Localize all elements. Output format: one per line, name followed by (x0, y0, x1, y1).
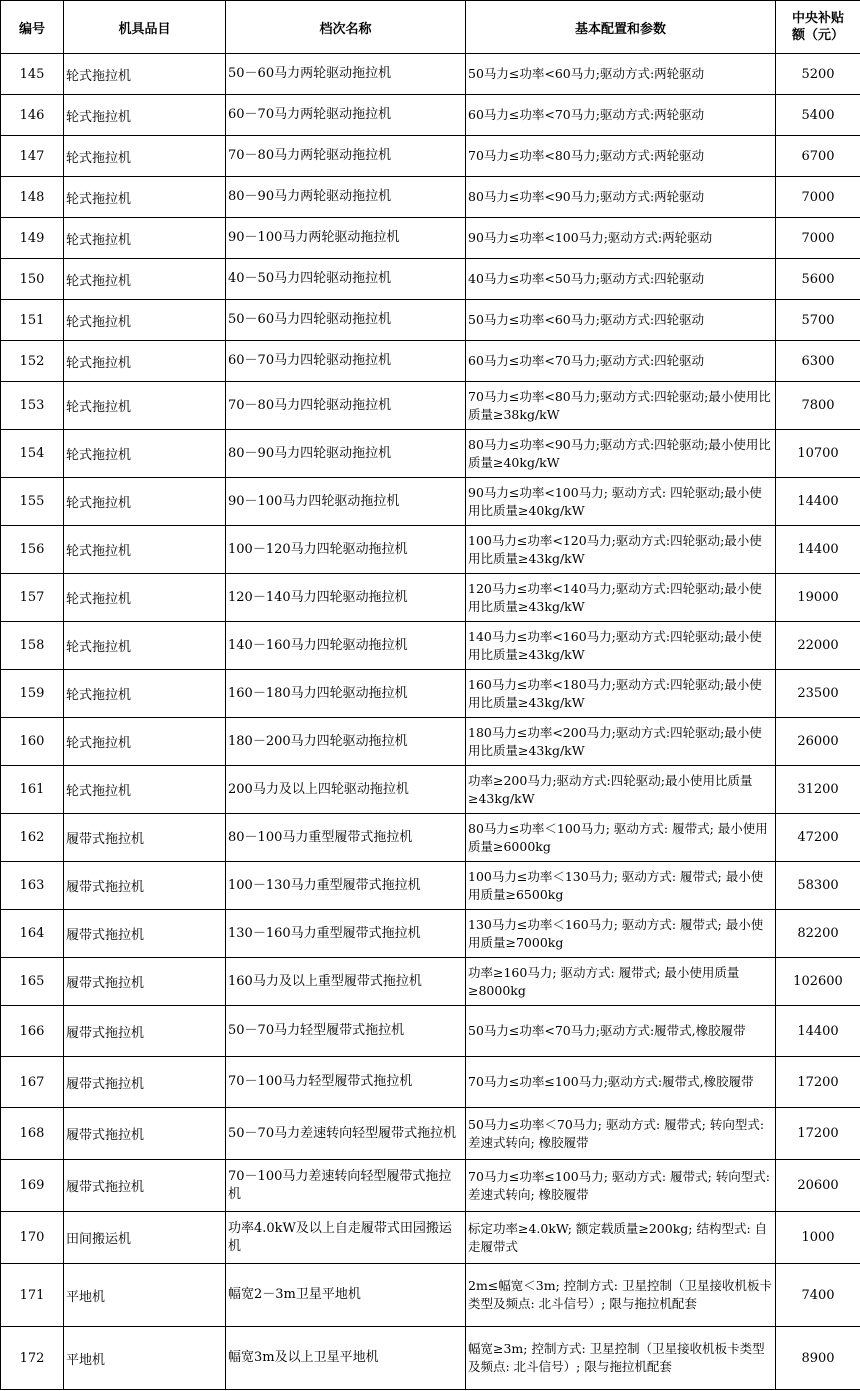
table-row (1, 218, 860, 259)
table-row (1, 54, 860, 95)
cell-grade: 幅宽3m及以上卫星平地机 (226, 1327, 466, 1390)
cell-amount: 7000 (776, 177, 860, 218)
cell-item: 履带式拖拉机 (64, 1108, 226, 1160)
cell-item: 履带式拖拉机 (64, 1057, 226, 1108)
cell-id: 161 (1, 766, 64, 814)
cell-item: 轮式拖拉机 (64, 670, 226, 718)
cell-item: 轮式拖拉机 (64, 95, 226, 136)
cell-id: 167 (1, 1057, 64, 1108)
cell-item: 平地机 (64, 1264, 226, 1327)
cell-amount: 7000 (776, 218, 860, 259)
table-row (1, 177, 860, 218)
cell-item: 轮式拖拉机 (64, 526, 226, 574)
cell-item: 田间搬运机 (64, 1212, 226, 1264)
cell-id: 159 (1, 670, 64, 718)
cell-grade: 140－160马力四轮驱动拖拉机 (226, 622, 466, 670)
cell-item: 轮式拖拉机 (64, 718, 226, 766)
cell-spec: 50马力≤功率＜70马力; 驱动方式: 履带式; 转向型式: 差速式转向; 橡胶履带 (466, 1108, 776, 1160)
header-row (1, 1, 860, 54)
cell-item: 履带式拖拉机 (64, 1006, 226, 1057)
cell-grade: 100－130马力重型履带式拖拉机 (226, 862, 466, 910)
table-row (1, 259, 860, 300)
cell-id: 165 (1, 958, 64, 1006)
table-row (1, 526, 860, 574)
cell-amount: 22000 (776, 622, 860, 670)
cell-id: 151 (1, 300, 64, 341)
cell-grade: 60－70马力四轮驱动拖拉机 (226, 341, 466, 382)
cell-item: 履带式拖拉机 (64, 910, 226, 958)
cell-grade: 120－140马力四轮驱动拖拉机 (226, 574, 466, 622)
cell-id: 170 (1, 1212, 64, 1264)
cell-id: 152 (1, 341, 64, 382)
cell-grade: 50－70马力轻型履带式拖拉机 (226, 1006, 466, 1057)
table-row (1, 1327, 860, 1390)
table-row (1, 341, 860, 382)
cell-spec: 标定功率≥4.0kW; 额定载质量≥200kg; 结构型式: 自走履带式 (466, 1212, 776, 1264)
cell-spec: 幅宽≥3m; 控制方式: 卫星控制（卫星接收机板卡类型及频点: 北斗信号）; 限与拖拉机配套 (466, 1327, 776, 1390)
cell-spec: 90马力≤功率<100马力;驱动方式:两轮驱动 (466, 218, 776, 259)
table-row (1, 478, 860, 526)
table-row (1, 814, 860, 862)
cell-id: 156 (1, 526, 64, 574)
cell-amount: 1000 (776, 1212, 860, 1264)
cell-spec: 50马力≤功率<60马力;驱动方式:四轮驱动 (466, 300, 776, 341)
cell-item: 履带式拖拉机 (64, 1160, 226, 1212)
cell-item: 平地机 (64, 1327, 226, 1390)
header-subsidy-line1: 中央补贴 (791, 11, 844, 26)
table-row (1, 1264, 860, 1327)
table-row (1, 1057, 860, 1108)
cell-id: 149 (1, 218, 64, 259)
cell-amount: 17200 (776, 1108, 860, 1160)
cell-amount: 5400 (776, 95, 860, 136)
cell-amount: 7800 (776, 382, 860, 430)
cell-amount: 14400 (776, 1006, 860, 1057)
cell-amount: 7400 (776, 1264, 860, 1327)
table-row (1, 1212, 860, 1264)
header-spec: 基本配置和参数 (466, 1, 776, 54)
cell-item: 轮式拖拉机 (64, 478, 226, 526)
cell-grade: 50－60马力四轮驱动拖拉机 (226, 300, 466, 341)
table-row (1, 430, 860, 478)
cell-id: 153 (1, 382, 64, 430)
cell-amount: 102600 (776, 958, 860, 1006)
cell-id: 158 (1, 622, 64, 670)
cell-amount: 6700 (776, 136, 860, 177)
table-row (1, 1108, 860, 1160)
table-row (1, 300, 860, 341)
cell-grade: 50－60马力两轮驱动拖拉机 (226, 54, 466, 95)
cell-item: 轮式拖拉机 (64, 300, 226, 341)
cell-grade: 80－100马力重型履带式拖拉机 (226, 814, 466, 862)
cell-spec: 80马力≤功率<90马力;驱动方式:两轮驱动 (466, 177, 776, 218)
table-row (1, 1006, 860, 1057)
cell-item: 轮式拖拉机 (64, 218, 226, 259)
cell-id: 163 (1, 862, 64, 910)
cell-item: 轮式拖拉机 (64, 54, 226, 95)
header-subsidy-line2: 额（元） (791, 28, 844, 43)
cell-grade: 130－160马力重型履带式拖拉机 (226, 910, 466, 958)
cell-grade: 90－100马力四轮驱动拖拉机 (226, 478, 466, 526)
cell-grade: 100－120马力四轮驱动拖拉机 (226, 526, 466, 574)
cell-grade: 80－90马力四轮驱动拖拉机 (226, 430, 466, 478)
cell-amount: 8900 (776, 1327, 860, 1390)
cell-grade: 70－100马力差速转向轻型履带式拖拉机 (226, 1160, 466, 1212)
cell-item: 轮式拖拉机 (64, 136, 226, 177)
cell-spec: 70马力≤功率<80马力;驱动方式:四轮驱动;最小使用比质量≥38kg/kW (466, 382, 776, 430)
cell-grade: 90－100马力两轮驱动拖拉机 (226, 218, 466, 259)
cell-id: 166 (1, 1006, 64, 1057)
cell-amount: 6300 (776, 341, 860, 382)
cell-amount: 20600 (776, 1160, 860, 1212)
table-row (1, 910, 860, 958)
cell-spec: 100马力≤功率＜130马力; 驱动方式: 履带式; 最小使用质量≥6500kg (466, 862, 776, 910)
cell-item: 履带式拖拉机 (64, 862, 226, 910)
cell-spec: 功率≥160马力; 驱动方式: 履带式; 最小使用质量≥8000kg (466, 958, 776, 1006)
cell-grade: 40－50马力四轮驱动拖拉机 (226, 259, 466, 300)
cell-id: 154 (1, 430, 64, 478)
cell-spec: 2m≤幅宽＜3m; 控制方式: 卫星控制（卫星接收机板卡类型及频点: 北斗信号）; 限与拖拉机配套 (466, 1264, 776, 1327)
cell-id: 172 (1, 1327, 64, 1390)
cell-spec: 130马力≤功率＜160马力; 驱动方式: 履带式; 最小使用质量≥7000kg (466, 910, 776, 958)
cell-item: 轮式拖拉机 (64, 766, 226, 814)
cell-grade: 60－70马力两轮驱动拖拉机 (226, 95, 466, 136)
cell-id: 148 (1, 177, 64, 218)
cell-id: 162 (1, 814, 64, 862)
table-row (1, 958, 860, 1006)
cell-amount: 31200 (776, 766, 860, 814)
table-row (1, 622, 860, 670)
table-row (1, 382, 860, 430)
cell-spec: 60马力≤功率<70马力;驱动方式:四轮驱动 (466, 341, 776, 382)
cell-spec: 120马力≤功率<140马力;驱动方式:四轮驱动;最小使用比质量≥43kg/kW (466, 574, 776, 622)
table-row (1, 95, 860, 136)
cell-spec: 功率≥200马力;驱动方式:四轮驱动;最小使用比质量≥43kg/kW (466, 766, 776, 814)
cell-spec: 160马力≤功率<180马力;驱动方式:四轮驱动;最小使用比质量≥43kg/kW (466, 670, 776, 718)
cell-spec: 70马力≤功率<80马力;驱动方式:两轮驱动 (466, 136, 776, 177)
cell-amount: 58300 (776, 862, 860, 910)
header-item: 机具品目 (64, 1, 226, 54)
cell-spec: 60马力≤功率<70马力;驱动方式:两轮驱动 (466, 95, 776, 136)
cell-grade: 幅宽2－3m卫星平地机 (226, 1264, 466, 1327)
cell-grade: 160－180马力四轮驱动拖拉机 (226, 670, 466, 718)
cell-amount: 10700 (776, 430, 860, 478)
cell-spec: 140马力≤功率<160马力;驱动方式:四轮驱动;最小使用比质量≥43kg/kW (466, 622, 776, 670)
cell-spec: 50马力≤功率<60马力;驱动方式:两轮驱动 (466, 54, 776, 95)
cell-item: 轮式拖拉机 (64, 259, 226, 300)
cell-spec: 40马力≤功率<50马力;驱动方式:四轮驱动 (466, 259, 776, 300)
cell-amount: 82200 (776, 910, 860, 958)
cell-item: 轮式拖拉机 (64, 430, 226, 478)
cell-amount: 14400 (776, 526, 860, 574)
cell-grade: 70－80马力四轮驱动拖拉机 (226, 382, 466, 430)
cell-grade: 70－100马力轻型履带式拖拉机 (226, 1057, 466, 1108)
cell-amount: 17200 (776, 1057, 860, 1108)
cell-id: 168 (1, 1108, 64, 1160)
cell-amount: 47200 (776, 814, 860, 862)
cell-id: 145 (1, 54, 64, 95)
cell-spec: 70马力≤功率≤100马力; 驱动方式: 履带式; 转向型式: 差速式转向; 橡胶履带 (466, 1160, 776, 1212)
cell-id: 160 (1, 718, 64, 766)
cell-grade: 180－200马力四轮驱动拖拉机 (226, 718, 466, 766)
cell-grade: 70－80马力两轮驱动拖拉机 (226, 136, 466, 177)
cell-spec: 90马力≤功率<100马力; 驱动方式: 四轮驱动;最小使用比质量≥40kg/kW (466, 478, 776, 526)
cell-id: 155 (1, 478, 64, 526)
cell-item: 轮式拖拉机 (64, 341, 226, 382)
cell-id: 147 (1, 136, 64, 177)
table-row (1, 574, 860, 622)
cell-amount: 23500 (776, 670, 860, 718)
header-id: 编号 (1, 1, 64, 54)
cell-id: 146 (1, 95, 64, 136)
cell-amount: 5700 (776, 300, 860, 341)
table-row (1, 862, 860, 910)
cell-spec: 180马力≤功率<200马力;驱动方式:四轮驱动;最小使用比质量≥43kg/kW (466, 718, 776, 766)
cell-spec: 80马力≤功率＜100马力; 驱动方式: 履带式; 最小使用质量≥6000kg (466, 814, 776, 862)
cell-item: 轮式拖拉机 (64, 622, 226, 670)
cell-item: 履带式拖拉机 (64, 814, 226, 862)
table-row (1, 1160, 860, 1212)
table-row (1, 670, 860, 718)
cell-id: 169 (1, 1160, 64, 1212)
cell-spec: 50马力≤功率<70马力;驱动方式:履带式,橡胶履带 (466, 1006, 776, 1057)
cell-spec: 70马力≤功率≤100马力;驱动方式:履带式,橡胶履带 (466, 1057, 776, 1108)
cell-grade: 50－70马力差速转向轻型履带式拖拉机 (226, 1108, 466, 1160)
cell-amount: 5600 (776, 259, 860, 300)
cell-id: 150 (1, 259, 64, 300)
cell-grade: 160马力及以上重型履带式拖拉机 (226, 958, 466, 1006)
table-row (1, 718, 860, 766)
header-grade: 档次名称 (226, 1, 466, 54)
cell-amount: 26000 (776, 718, 860, 766)
header-subsidy (776, 1, 860, 54)
cell-spec: 100马力≤功率<120马力;驱动方式:四轮驱动;最小使用比质量≥43kg/kW (466, 526, 776, 574)
cell-id: 157 (1, 574, 64, 622)
cell-item: 履带式拖拉机 (64, 958, 226, 1006)
cell-grade: 80－90马力两轮驱动拖拉机 (226, 177, 466, 218)
cell-amount: 5200 (776, 54, 860, 95)
cell-item: 轮式拖拉机 (64, 177, 226, 218)
table-row (1, 136, 860, 177)
table-row (1, 766, 860, 814)
cell-amount: 19000 (776, 574, 860, 622)
cell-id: 164 (1, 910, 64, 958)
cell-item: 轮式拖拉机 (64, 574, 226, 622)
cell-grade: 功率4.0kW及以上自走履带式田园搬运机 (226, 1212, 466, 1264)
cell-spec: 80马力≤功率<90马力;驱动方式:四轮驱动;最小使用比质量≥40kg/kW (466, 430, 776, 478)
cell-item: 轮式拖拉机 (64, 382, 226, 430)
cell-id: 171 (1, 1264, 64, 1327)
cell-grade: 200马力及以上四轮驱动拖拉机 (226, 766, 466, 814)
cell-amount: 14400 (776, 478, 860, 526)
